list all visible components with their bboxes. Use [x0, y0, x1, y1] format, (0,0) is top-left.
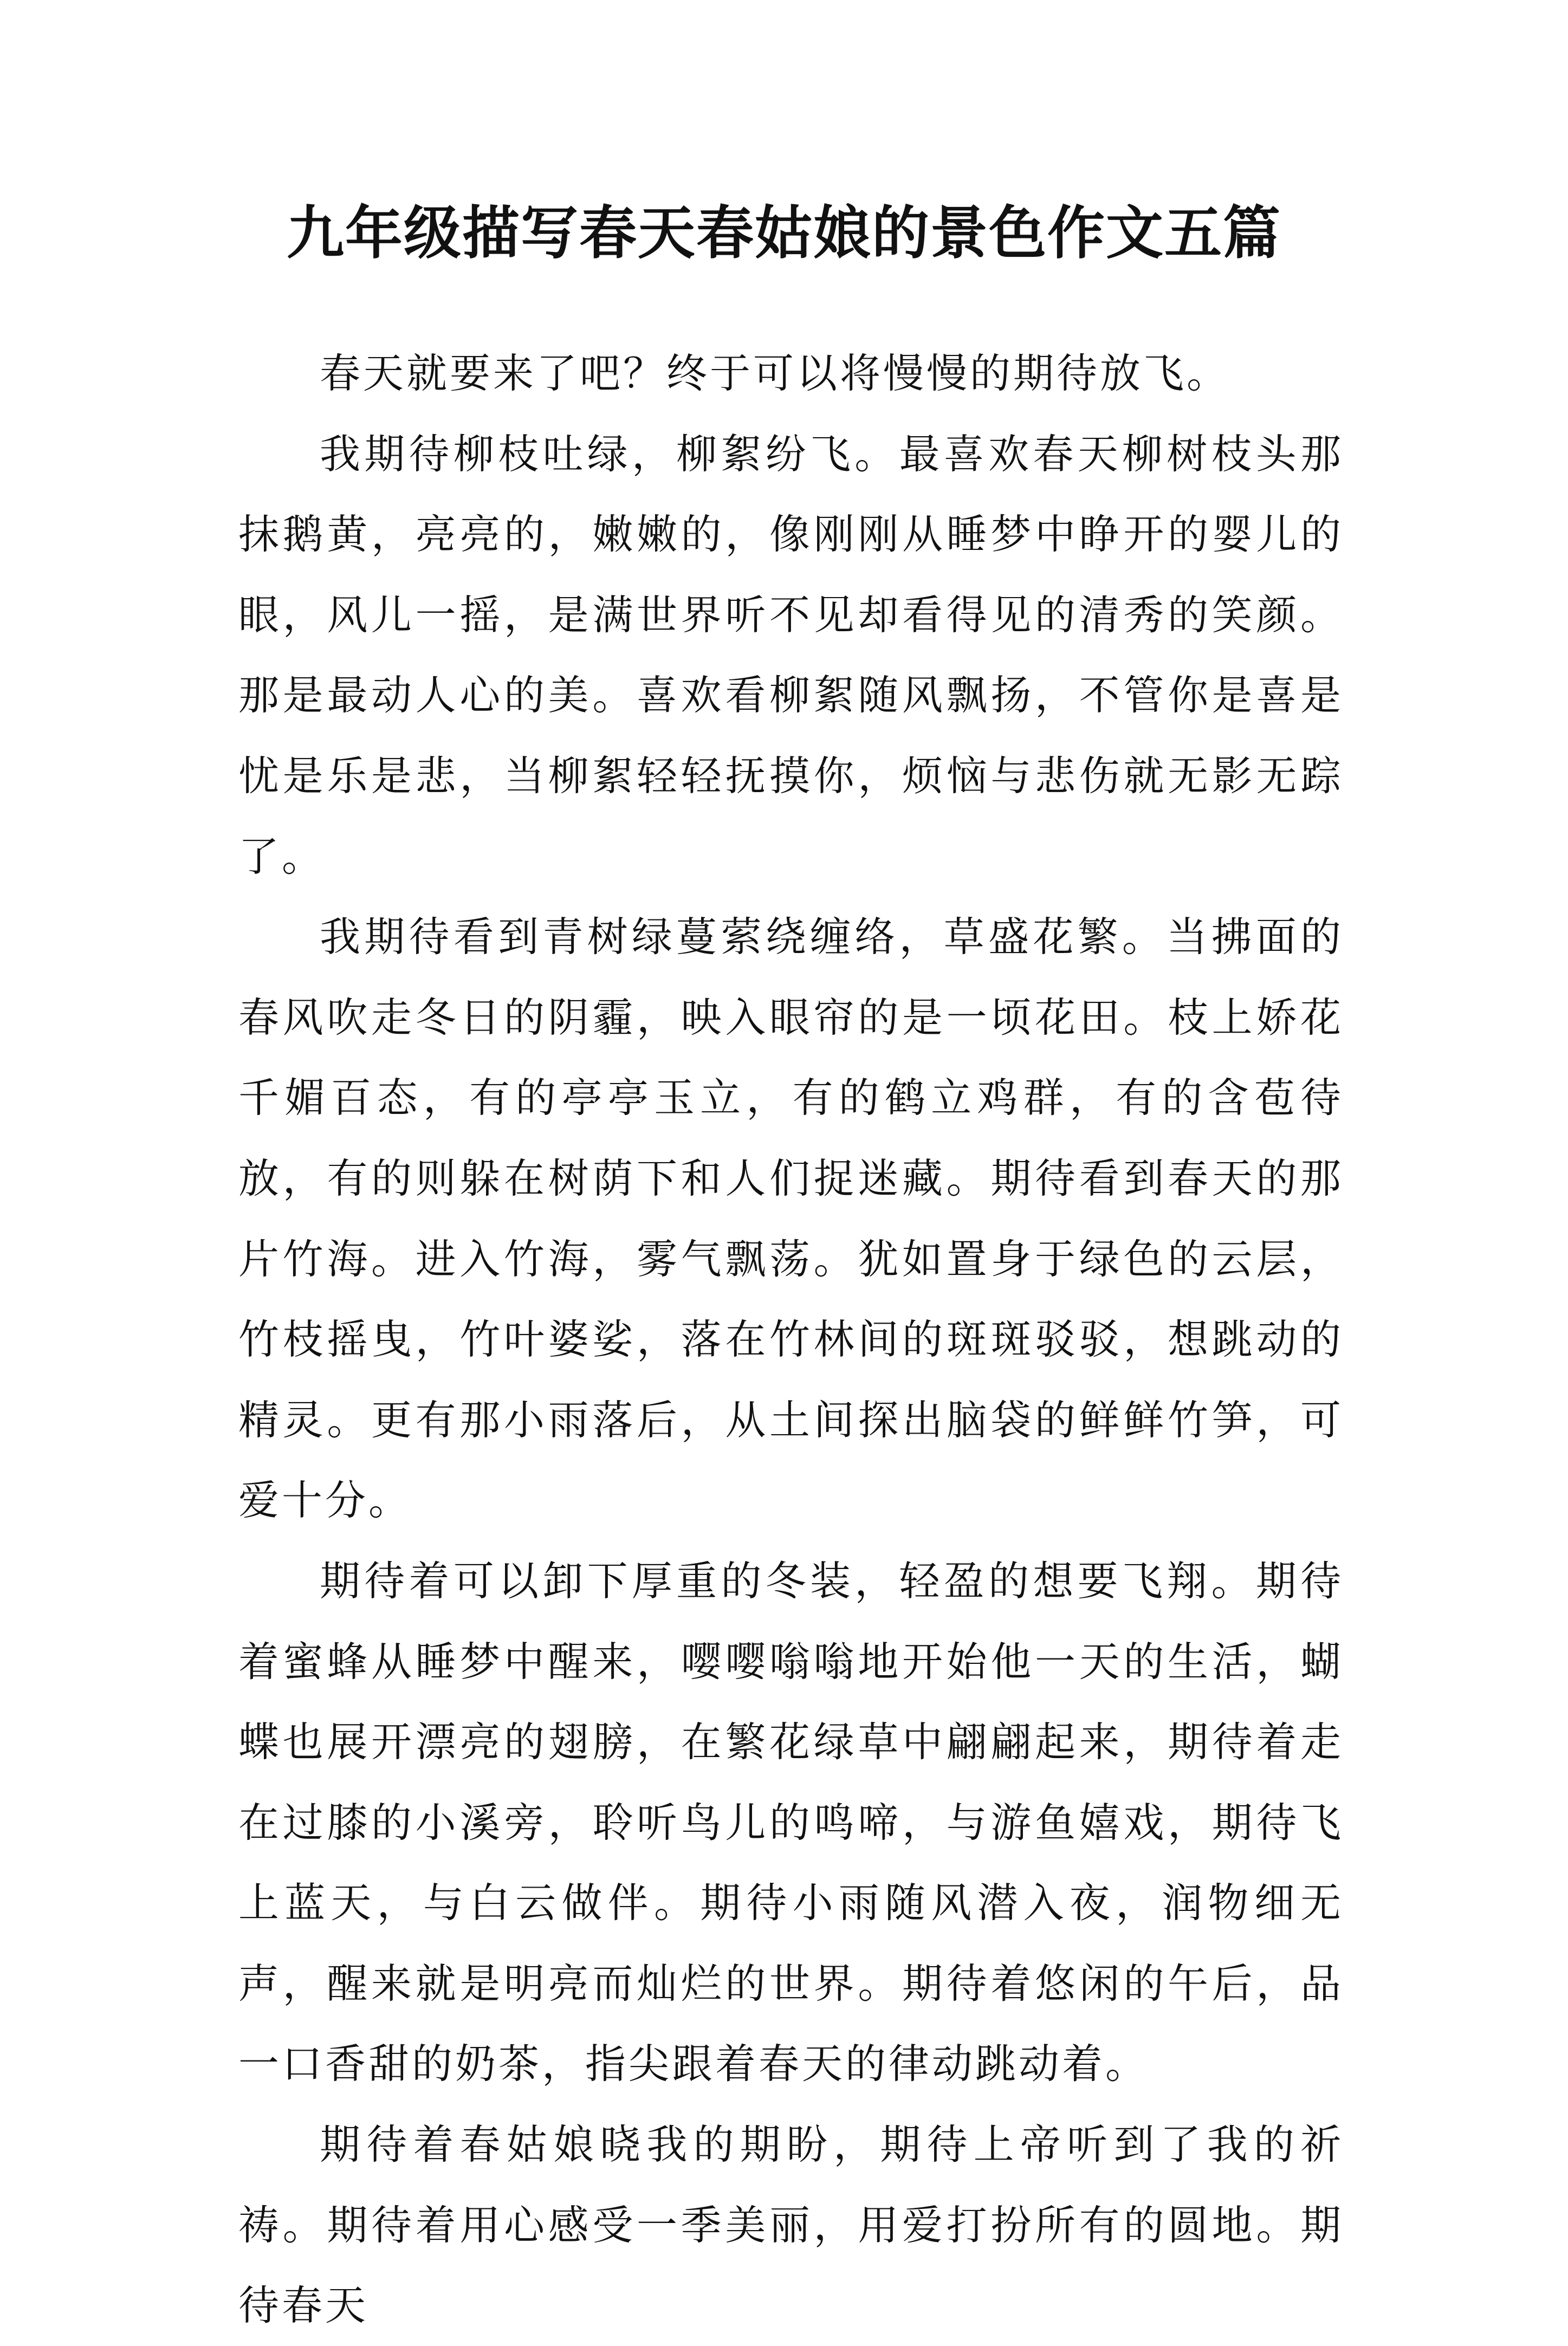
- document-title: 九年级描写春天春姑娘的景色作文五篇: [287, 199, 1281, 267]
- paragraph: 期待着可以卸下厚重的冬装，轻盈的想要飞翔。期待着蜜蜂从睡梦中醒来，嘤嘤嗡嗡地开始他一天的生活，蝴蝶也展开漂亮的翅膀，在繁花绿草中翩翩起来，期待着走在过膝的小溪旁，聆听鸟儿的鸣啼，与游鱼嬉戏，期待飞上蓝天，与白云做伴。期待小雨随风潜入夜，润物细无声，醒来就是明亮而灿烂的世界。期待着悠闲的午后，品一口香甜的奶茶，指尖跟着春天的律动跳动着。: [238, 1557, 1344, 2088]
- paragraph: 春天就要来了吧？终于可以将慢慢的期待放飞。: [320, 349, 1230, 397]
- paragraph: 我期待看到青树绿蔓萦绕缠络，草盛花繁。当拂面的春风吹走冬日的阴霾，映入眼帘的是一顷花田。枝上娇花千媚百态，有的亭亭玉立，有的鹤立鸡群，有的含苞待放，有的则躲在树荫下和人们捉迷藏。期待看到春天的那片竹海。进入竹海，雾气飘荡。犹如置身于绿色的云层，竹枝摇曳，竹叶婆娑，落在竹林间的斑斑驳驳，想跳动的精灵。更有那小雨落后，从土间探出脑袋的鲜鲜竹笋，可爱十分。: [238, 913, 1344, 1525]
- paragraph: 我期待柳枝吐绿，柳絮纷飞。最喜欢春天柳树枝头那抹鹅黄，亮亮的，嫩嫩的，像刚刚从睡梦中睁开的婴儿的眼，风儿一摇，是满世界听不见却看得见的清秀的笑颜。那是最动人心的美。喜欢看柳絮随风飘扬，不管你是喜是忧是乐是悲，当柳絮轻轻抚摸你，烦恼与悲伤就无影无踪了。: [238, 430, 1344, 880]
- document-body: [238, 333, 1344, 2346]
- paragraph: 期待着春姑娘晓我的期盼，期待上帝听到了我的祈祷。期待着用心感受一季美丽，用爱打扮所有的圆地。期待春天: [238, 2121, 1344, 2330]
